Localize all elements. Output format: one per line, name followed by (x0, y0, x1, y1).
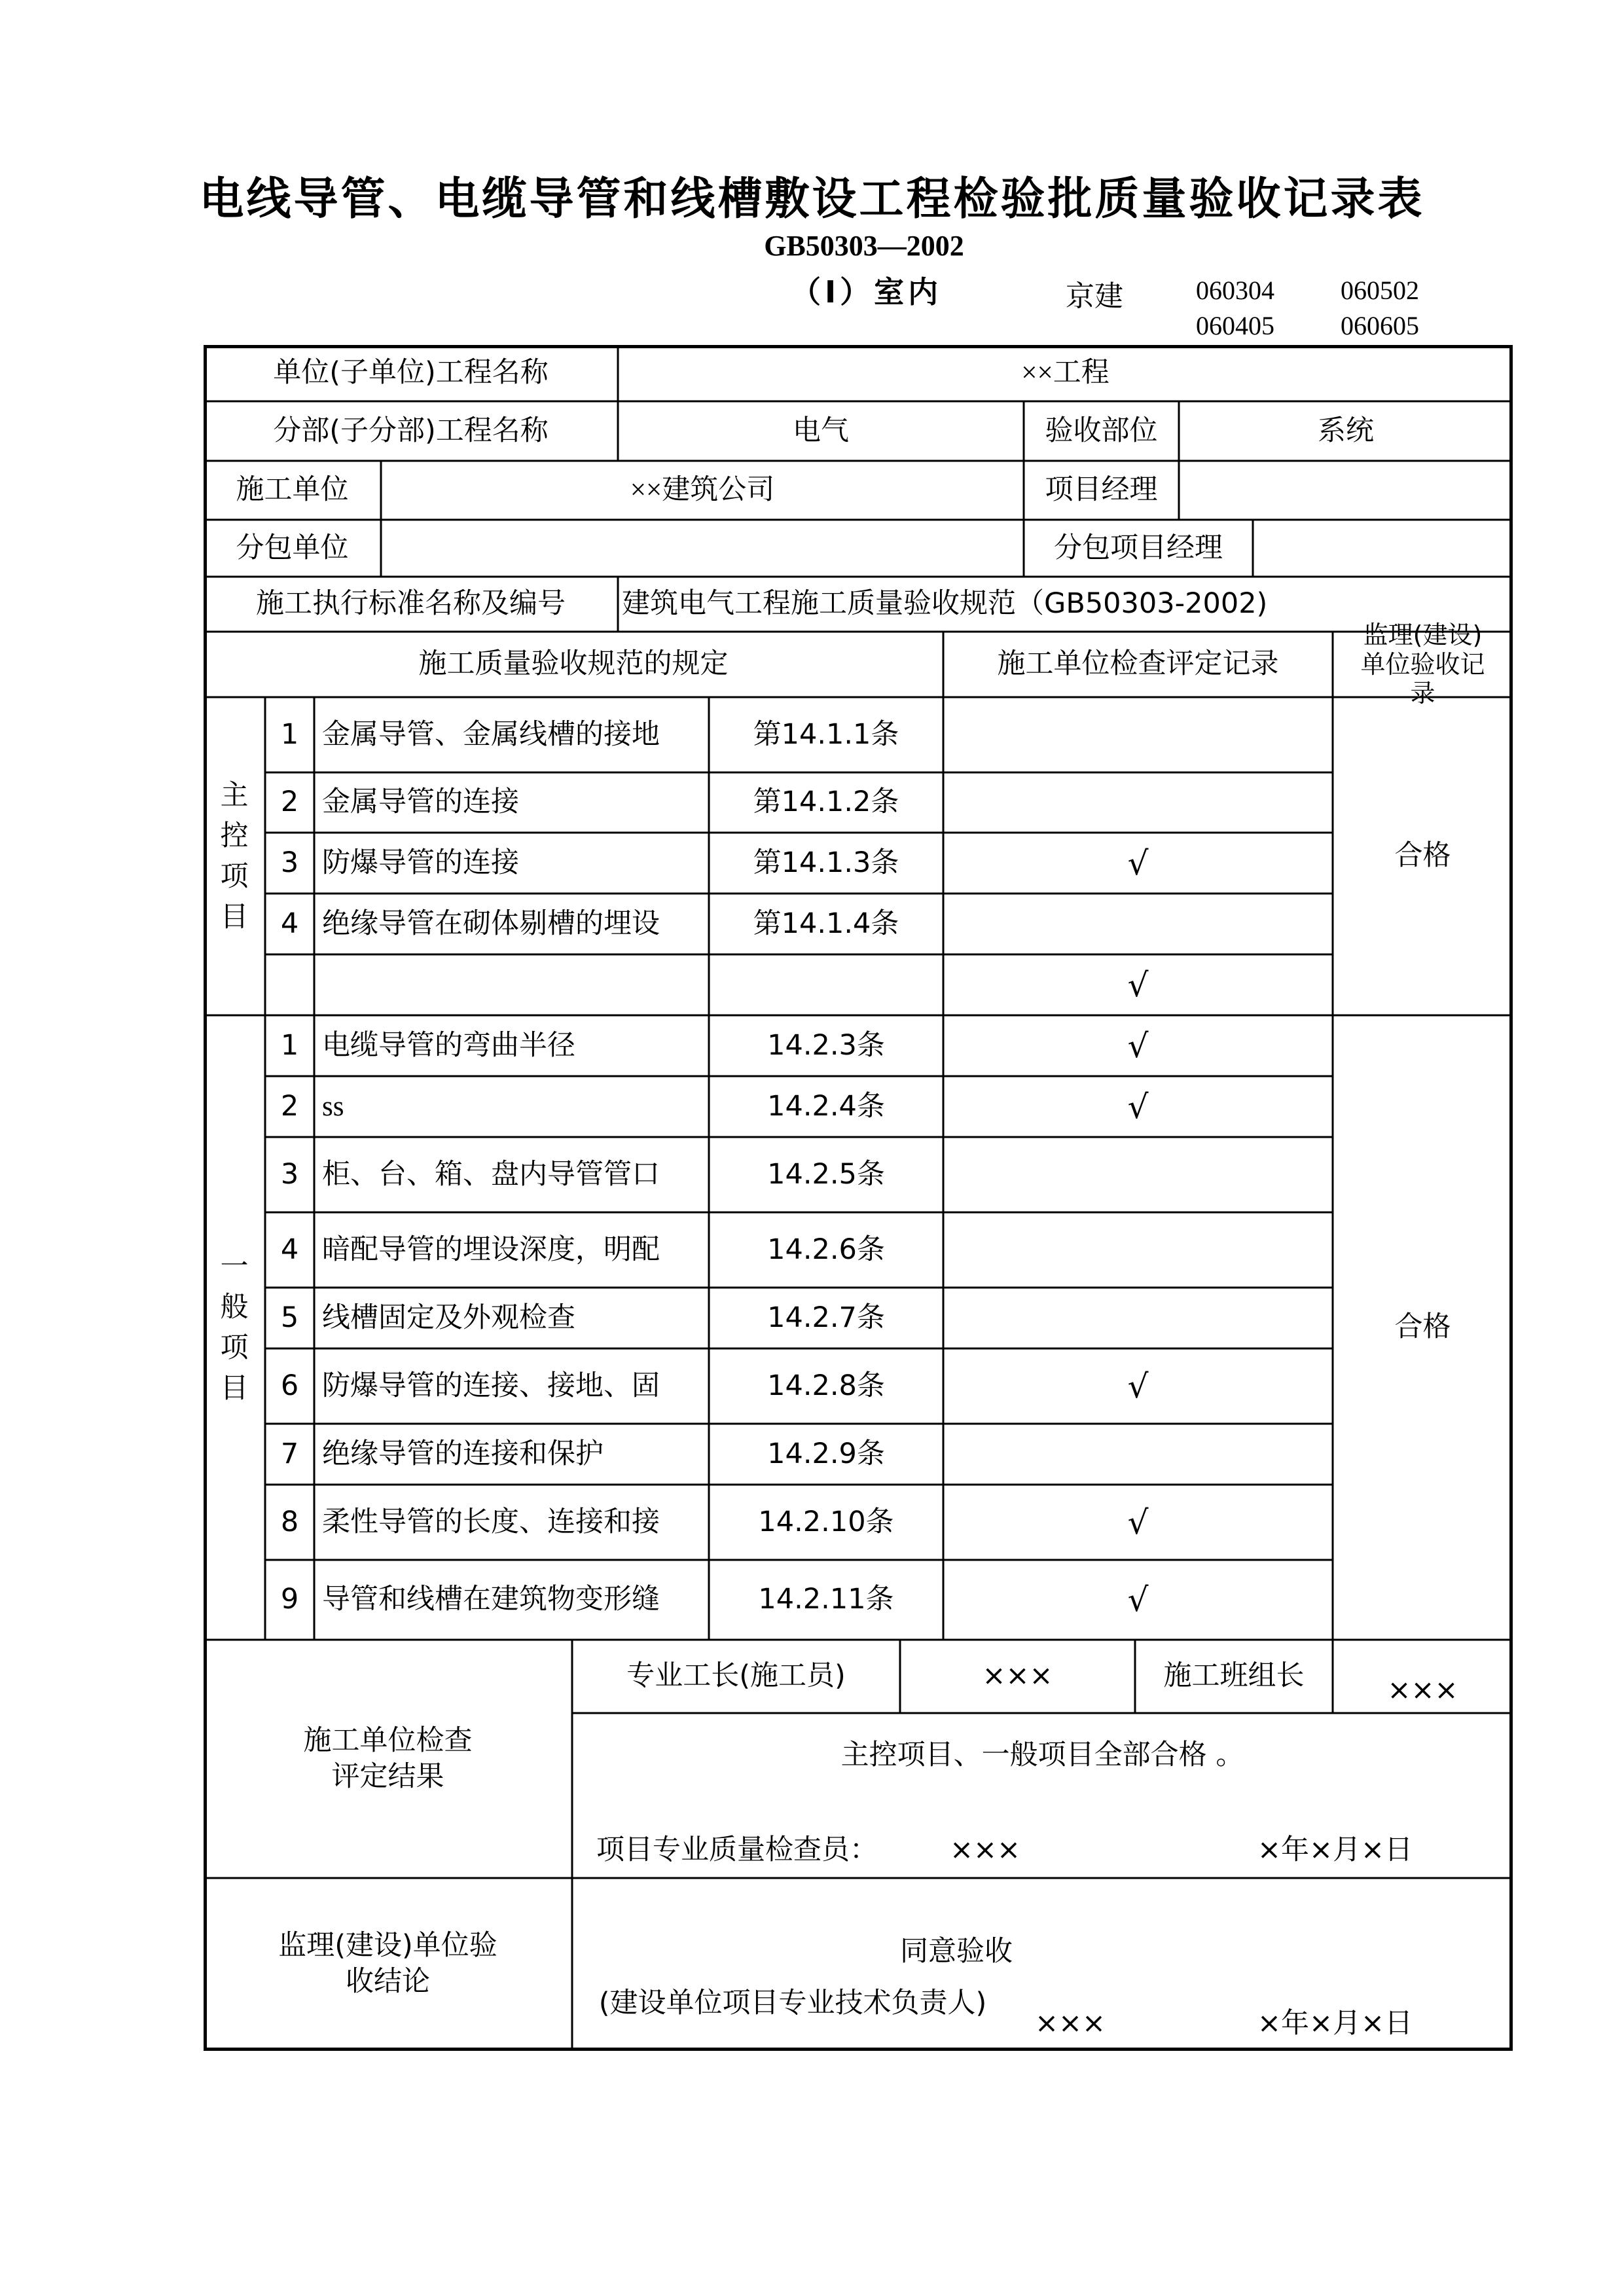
jingjian-label: 京建 (1066, 280, 1123, 313)
item-clause: 第14.1.2条 (753, 786, 899, 819)
foreman-value: ××× (982, 1659, 1053, 1693)
item-clause: 14.2.9条 (767, 1437, 885, 1470)
item-name: 柔性导管的长度、连接和接 (322, 1505, 660, 1538)
item-number: 2 (280, 786, 299, 819)
team-leader-label: 施工班组长 (1163, 1659, 1305, 1693)
standard-code: GB50303—2002 (764, 230, 964, 262)
item-number: 6 (280, 1369, 299, 1402)
item-number: 3 (280, 846, 299, 879)
item-clause: 14.2.4条 (767, 1089, 885, 1123)
item-name: 线槽固定及外观检查 (322, 1301, 575, 1334)
contractor-check-label: 施工单位检查评定结果 (303, 1724, 473, 1793)
item-clause: 14.2.11条 (758, 1583, 894, 1616)
unit-project-value: ××工程 (1021, 357, 1110, 389)
form-code-1: 060304 (1196, 276, 1274, 305)
item-number: 3 (280, 1157, 299, 1191)
subcontractor-value (381, 520, 1024, 577)
form-code-2: 060502 (1341, 276, 1419, 305)
item-name: 绝缘导管的连接和保护 (322, 1437, 604, 1470)
item-check: √ (1127, 1026, 1149, 1065)
item-clause: 14.2.6条 (767, 1233, 885, 1266)
main-control-result: 合格 (1394, 839, 1451, 873)
item-name: ss (322, 1091, 344, 1122)
inspection-part-label: 验收部位 (1045, 414, 1158, 447)
form-code-4: 060605 (1341, 311, 1419, 340)
form-code-3: 060405 (1196, 311, 1274, 340)
item-check: √ (1127, 1087, 1149, 1126)
foreman-label: 专业工长(施工员) (626, 1659, 846, 1693)
inspector-label: 项目专业质量检查员： (596, 1834, 878, 1867)
subcontractor-label: 分包单位 (236, 531, 349, 564)
item-clause: 14.2.3条 (767, 1028, 885, 1062)
supervision-conclusion: 同意验收 (900, 1935, 1013, 1968)
check-record-column-header: 施工单位检查评定记录 (997, 647, 1279, 681)
item-name: 防爆导管的连接 (322, 846, 519, 879)
sub-manager-value (1253, 520, 1513, 577)
item-check (943, 1288, 1333, 1348)
item-number: 2 (280, 1089, 299, 1123)
unit-project-label: 单位(子单位)工程名称 (273, 356, 549, 389)
item-number: 1 (280, 717, 299, 751)
item-clause: 14.2.8条 (767, 1369, 885, 1402)
standard-value: 建筑电气工程施工质量验收规范（GB50303-2002) (622, 587, 1268, 621)
item-number: 4 (280, 907, 299, 940)
form-subtitle: （Ⅰ）室内 (791, 274, 943, 310)
item-number: 1 (280, 1028, 299, 1062)
supervision-label: 监理(建设)单位验收结论 (278, 1928, 497, 1998)
project-manager-value (1179, 461, 1513, 520)
standard-label: 施工执行标准名称及编号 (256, 587, 566, 621)
item-clause: 14.2.7条 (767, 1301, 885, 1334)
inspection-record-table (204, 345, 1513, 2051)
form-title: 电线导管、电缆导管和线槽敷设工程检验批质量验收记录表 (199, 173, 1425, 225)
inspection-part-value: 系统 (1318, 414, 1374, 447)
spec-column-header: 施工质量验收规范的规定 (418, 647, 729, 681)
contractor-date: ×年×月×日 (1257, 1834, 1413, 1867)
item-check: √ (1127, 1367, 1149, 1405)
main-control-label-cell (204, 697, 265, 1015)
item-number: 8 (280, 1505, 299, 1538)
item-number: 4 (280, 1233, 299, 1266)
item-number: 7 (280, 1437, 299, 1470)
contractor-label: 施工单位 (236, 473, 349, 507)
item-check (943, 1424, 1333, 1485)
item-clause: 14.2.10条 (758, 1505, 894, 1538)
sub-manager-label: 分包项目经理 (1054, 531, 1223, 564)
item-name: 柜、台、箱、盘内导管管口 (322, 1157, 660, 1191)
item-check (943, 697, 1333, 772)
item-check: √ (1127, 844, 1149, 882)
sub-project-label: 分部(子分部)工程名称 (273, 414, 549, 447)
item-check (943, 1137, 1333, 1212)
contractor-conclusion: 主控项目、一般项目全部合格 。 (840, 1739, 1244, 1772)
item-check: √ (1127, 1581, 1149, 1619)
item-name: 暗配导管的埋设深度，明配 (322, 1233, 660, 1266)
general-label: 一般项目 (220, 1250, 249, 1405)
team-leader-value: ××× (1387, 1674, 1458, 1707)
contractor-value: ××建筑公司 (630, 475, 775, 506)
item-name: 金属导管的连接 (322, 786, 519, 819)
project-manager-label: 项目经理 (1045, 473, 1158, 507)
item-number: 9 (280, 1583, 299, 1616)
supervision-date: ×年×月×日 (1257, 2007, 1413, 2040)
item-check (943, 772, 1333, 833)
item-clause: 第14.1.4条 (753, 907, 899, 940)
item-name: 导管和线槽在建筑物变形缝 (322, 1583, 660, 1616)
main-control-label: 主控项目 (220, 779, 249, 933)
item-name: 金属导管、金属线槽的接地 (322, 717, 660, 751)
item-clause: 第14.1.3条 (753, 846, 899, 879)
item-clause: 14.2.5条 (767, 1157, 885, 1191)
inspector-value: ××× (950, 1834, 1021, 1867)
supervision-person-label: (建设单位项目专业技术负责人) (598, 1987, 987, 2020)
item-name: 防爆导管的连接、接地、固 (322, 1369, 660, 1402)
sub-project-value: 电气 (793, 415, 849, 446)
supervision-person-value: ××× (1035, 2007, 1106, 2040)
item-number: 5 (280, 1301, 299, 1334)
item-clause: 第14.1.1条 (753, 717, 899, 751)
item-check: √ (1127, 1503, 1149, 1542)
item-name: 绝缘导管在砌体剔槽的埋设 (322, 907, 660, 940)
item-name: 电缆导管的弯曲半径 (322, 1028, 575, 1062)
general-label-cell (204, 1015, 265, 1640)
item-check: √ (1127, 966, 1149, 1004)
supervision-column-header: 监理(建设)单位验收记录 (1360, 620, 1485, 708)
item-check (943, 1212, 1333, 1288)
general-result: 合格 (1394, 1310, 1451, 1344)
item-check (943, 894, 1333, 954)
